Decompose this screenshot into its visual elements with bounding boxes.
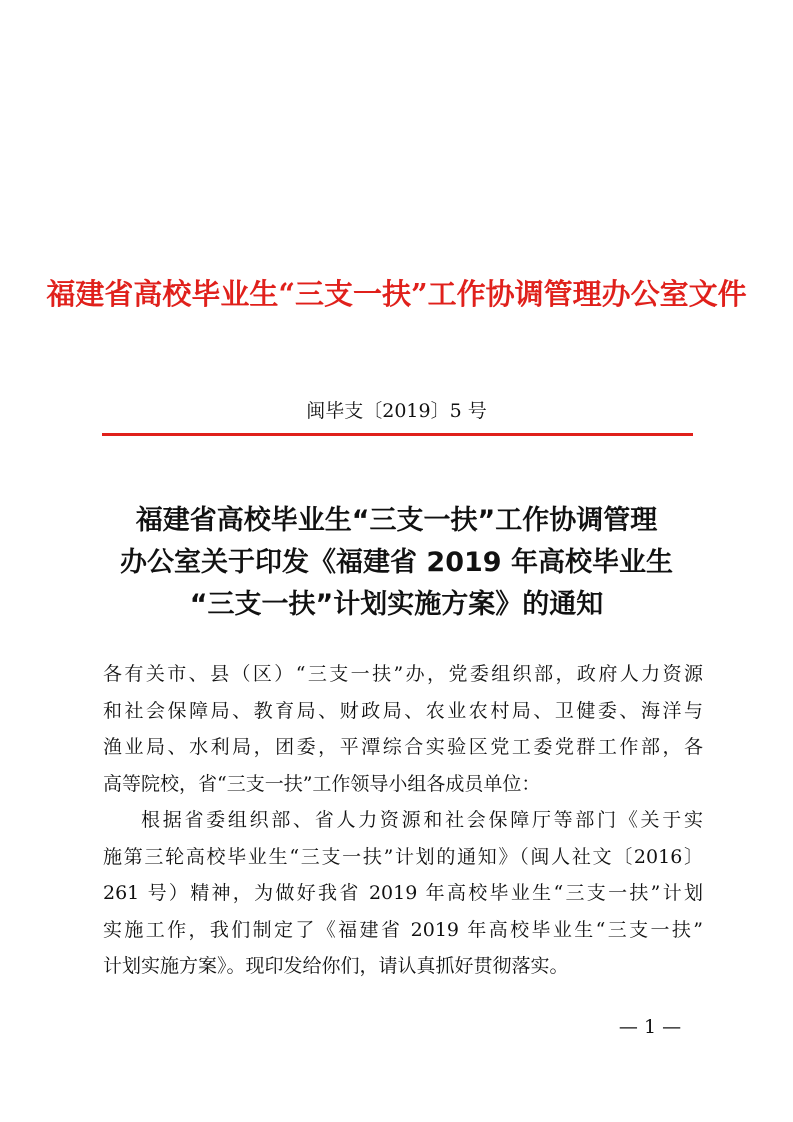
red-divider-line — [102, 433, 693, 436]
notice-title-line: 办公室关于印发《福建省 2019 年高校毕业生 — [120, 547, 673, 578]
document-header-title: 福建省高校毕业生“三支一扶”工作协调管理办公室文件 — [46, 277, 747, 311]
notice-title-line: 福建省高校毕业生“三支一扶”工作协调管理 — [135, 505, 658, 536]
recipients-line: 和社会保障局、教育局、财政局、农业农村局、卫健委、海洋与 — [103, 699, 703, 722]
paragraph-line: 实施工作，我们制定了《福建省 2019 年高校毕业生“三支一扶” — [103, 918, 703, 941]
paragraph-line: 施第三轮高校毕业生“三支一扶”计划的通知》（闽人社文〔2016〕 — [103, 845, 703, 868]
paragraph-line: 根据省委组织部、省人力资源和社会保障厅等部门《关于实 — [141, 809, 703, 831]
notice-title — [80, 500, 713, 626]
page-number: — 1 — — [618, 1016, 682, 1038]
recipients-line: 高等院校，省“三支一扶”工作领导小组各成员单位： — [103, 772, 541, 795]
notice-title-line: “三支一扶”计划实施方案》的通知 — [189, 589, 604, 620]
recipients-line: 各有关市、县（区）“三支一扶”办，党委组织部，政府人力资源 — [103, 663, 703, 685]
document-number: 闽毕支〔2019〕5 号 — [306, 400, 487, 422]
paragraph-line: 261 号）精神，为做好我省 2019 年高校毕业生“三支一扶”计划 — [103, 882, 703, 904]
notice-body — [103, 656, 703, 985]
paragraph-line: 计划实施方案》。现印发给你们，请认真抓好贯彻落实。 — [103, 955, 569, 977]
recipients-line: 渔业局、水利局，团委，平潭综合实验区党工委党群工作部，各 — [103, 736, 703, 758]
